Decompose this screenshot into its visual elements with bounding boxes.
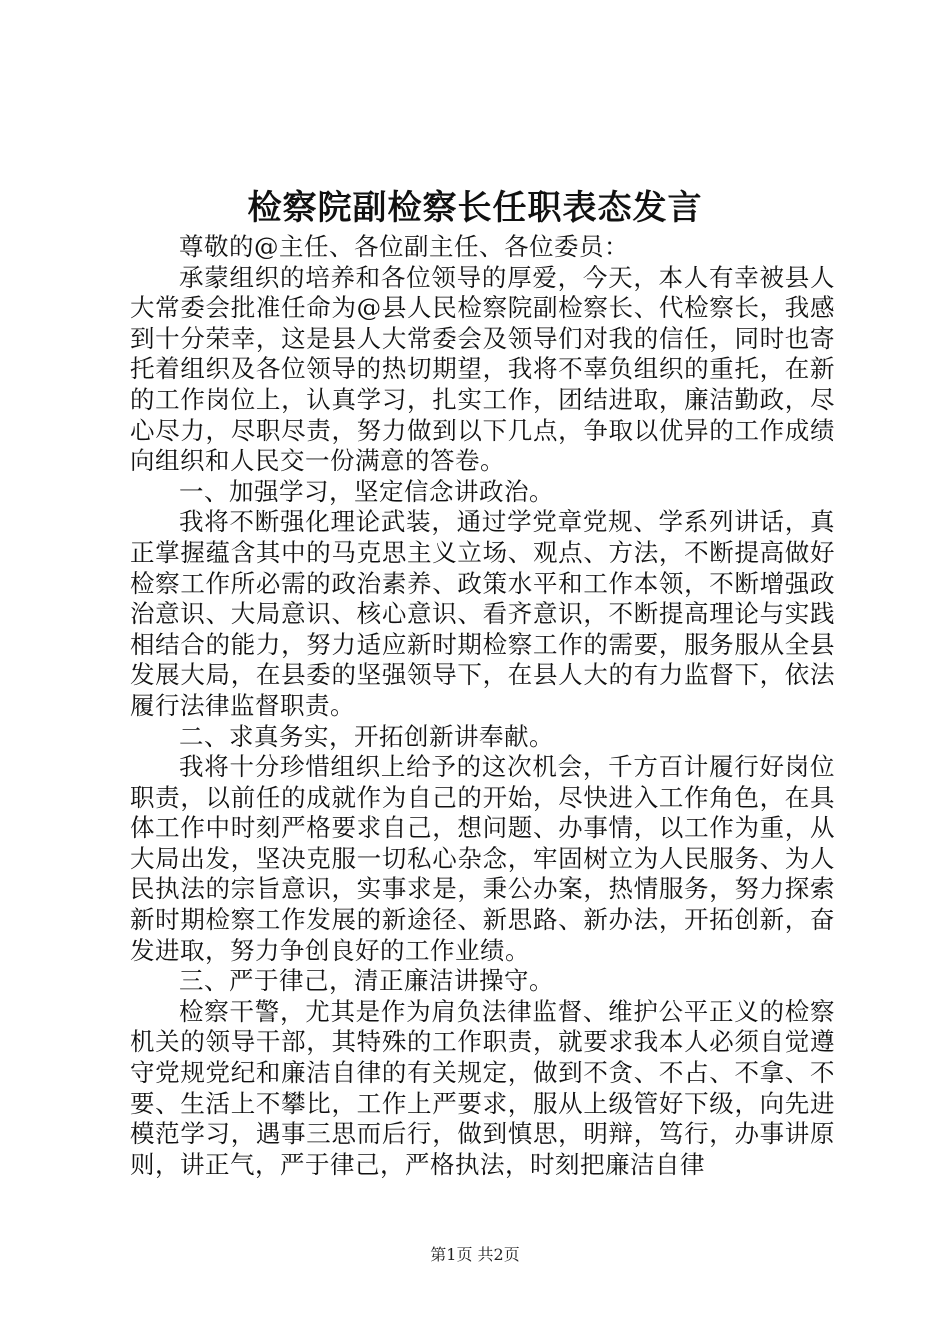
section-heading-1: 一、加强学习，坚定信念讲政治。: [179, 476, 554, 506]
document-body: [130, 232, 835, 1180]
page-number-footer: 第1页 共2页: [430, 1245, 520, 1264]
section-heading-2: 二、求真务实，开拓创新讲奉献。: [179, 721, 554, 751]
document-title: 检察院副检察长任职表态发言: [247, 188, 703, 228]
section-heading-3: 三、严于律己，清正廉洁讲操守。: [179, 966, 554, 996]
paragraph-section-1: 我将不断强化理论武装，通过学党章党规、学系列讲话，真正掌握蕴含其中的马克思主义立场、观点、方法，不断提高做好检察工作所必需的政治素养、政策水平和工作本领，不断增强政治意识、大局意识、核心意识、看齐意识，不断提高理论与实践相结合的能力，努力适应新时期检察工作的需要，服务服从全县发展大局，在县委的坚强领导下，在县人大的有力监督下，依法履行法律监督职责。: [130, 507, 835, 720]
paragraph-intro: 承蒙组织的培养和各位领导的厚爱，今天，本人有幸被县人大常委会批准任命为@县人民检察院副检察长、代检察长，我感到十分荣幸，这是县人大常委会及领导们对我的信任，同时也寄托着组织及各位领导的热切期望，我将不辜负组织的重托，在新的工作岗位上，认真学习，扎实工作，团结进取，廉洁勤政，尽心尽力，尽职尽责，努力做到以下几点，争取以优异的工作成绩向组织和人民交一份满意的答卷。: [130, 262, 835, 476]
paragraph-section-3: 检察干警，尤其是作为肩负法律监督、维护公平正义的检察机关的领导干部，其特殊的工作职责，就要求我本人必须自觉遵守党规党纪和廉洁自律的有关规定，做到不贪、不占、不拿、不要、生活上不攀比，工作上严要求，服从上级管好下级，向先进模范学习，遇事三思而后行，做到慎思，明辩，笃行，办事讲原则，讲正气，严于律己，严格执法，时刻把廉洁自律: [130, 996, 835, 1179]
paragraph-section-2: 我将十分珍惜组织上给予的这次机会，千方百计履行好岗位职责，以前任的成就作为自己的开始，尽快进入工作角色，在具体工作中时刻严格要求自己，想问题、办事情，以工作为重，从大局出发，坚决克服一切私心杂念，牢固树立为人民服务、为人民执法的宗旨意识，实事求是，秉公办案，热情服务，努力探索新时期检察工作发展的新途径、新思路、新办法，开拓创新，奋发进取，努力争创良好的工作业绩。: [130, 752, 835, 965]
salutation: 尊敬的@主任、各位副主任、各位委员：: [179, 232, 629, 261]
